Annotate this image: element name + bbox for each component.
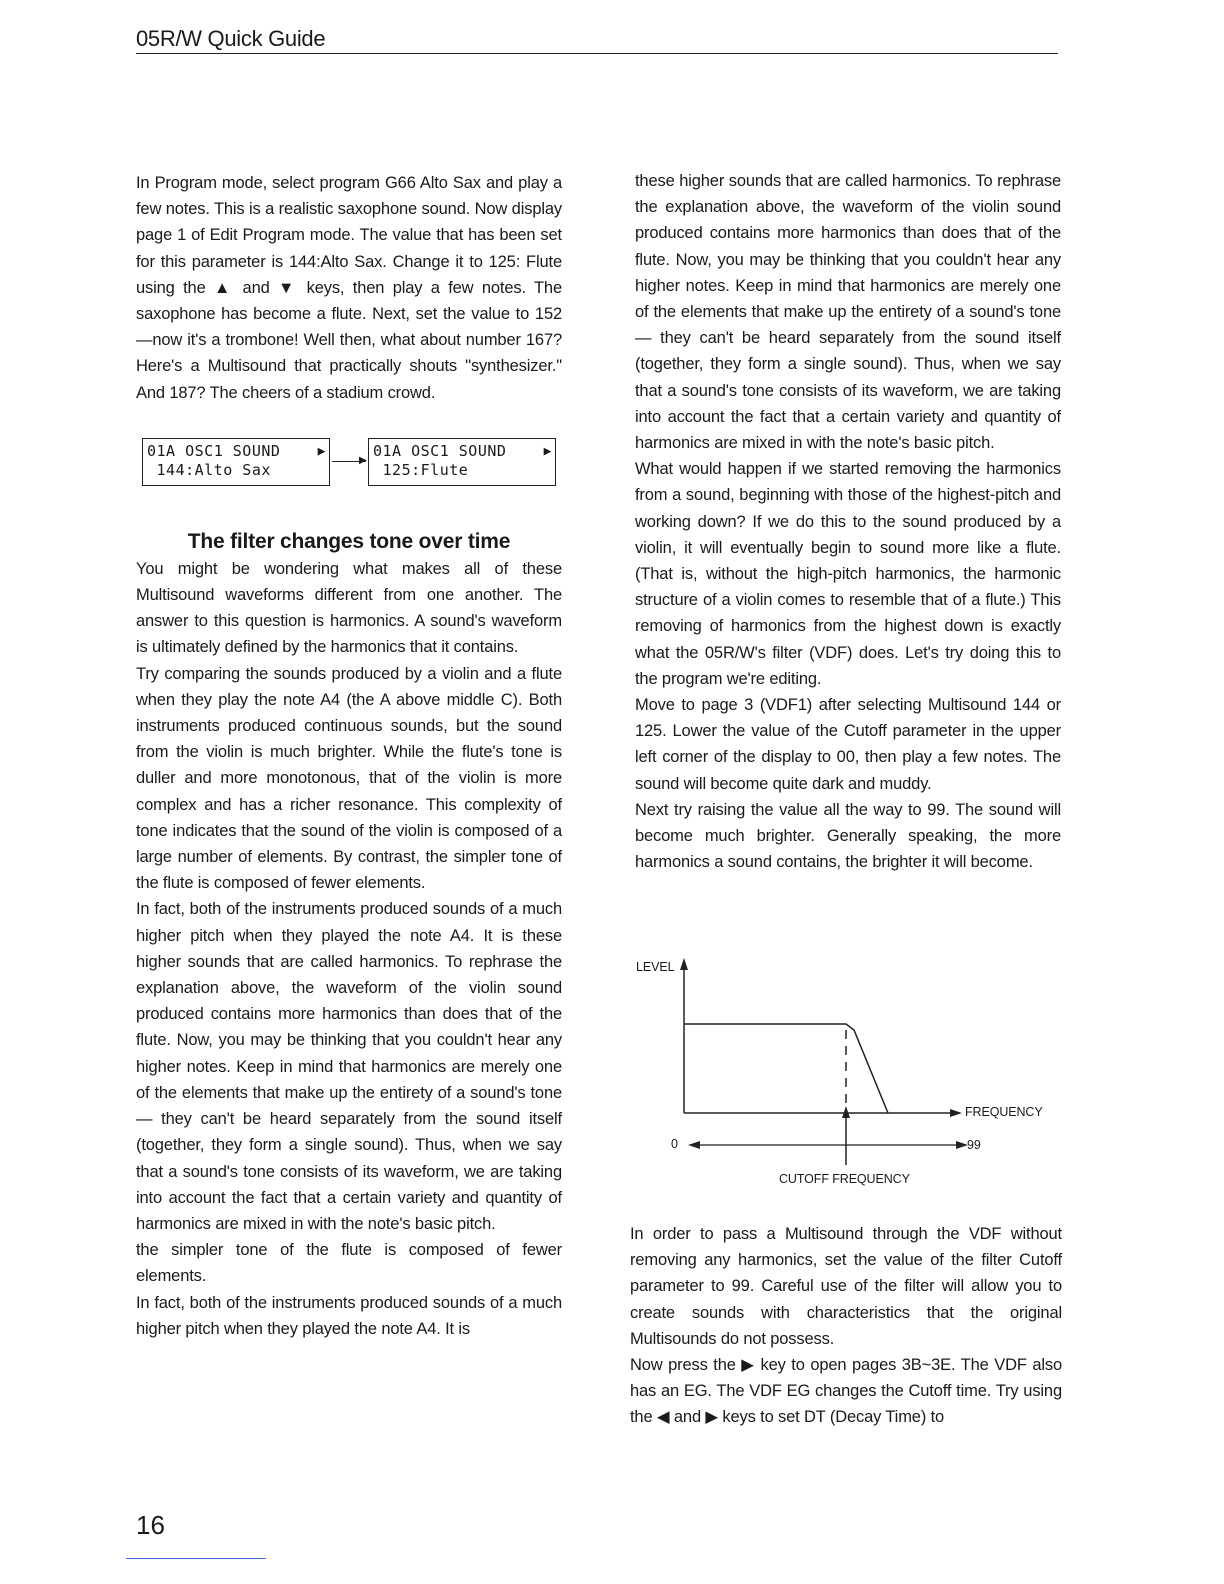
cutoff-marker-arrow-icon [842,1106,850,1118]
range-max-label: 99 [967,1138,981,1152]
body-paragraph: In fact, both of the instruments produced sounds of a much higher pitch when they played the note A4. It is these higher sounds that are called harmonics. To rephrase the explanation above, the waveform of the violin sound produced contains more harmonics than does that of the flute. Now, you may be thinking that you couldn't hear any higher notes. Keep in mind that harmonics are merely one of the elements that make up the entirety of a sound's tone — they can't be heard separately from the sound itself (together, they form a single sound). Thus, when we say that a sound's tone consists of its waveform, we are taking into account the fact that a certain variety and quantity of harmonics are mixed in with the note's basic pitch. [136,900,562,1233]
lcd-before-line1: 01A OSC1 SOUND [147,441,281,460]
page-header [136,26,1058,54]
section-heading: The filter changes tone over time [187,529,511,553]
right-column-top [635,168,1061,875]
body-paragraph: Next try raising the value all the way to 99. The sound will become much brighter. Generally speaking, the more harmonics a sound contains, the brighter it will become. [635,800,1061,872]
body-paragraph: these higher sounds that are called harmonics. To rephrase the explanation above, the waveform of the violin sound produced contains more harmonics than does that of the flute. Now, you may be thinking that you couldn't hear any higher notes. Keep in mind that harmonics are merely one of the elements that make up the entirety of a sound's tone — they can't be heard separately from the sound itself (together, they form a single sound). Thus, when we say that a sound's tone consists of its waveform, we are taking into account the fact that a certain variety and quantity of harmonics are mixed in with the note's basic pitch. [635,172,1061,453]
page-arrow-icon: ▶ [543,443,552,459]
page-arrow-icon: ▶ [317,443,326,459]
lcd-after-line1: 01A OSC1 SOUND [373,441,507,460]
frequency-label: FREQUENCY [965,1105,1043,1119]
filter-response-curve [684,1024,888,1113]
cutoff-frequency-label: CUTOFF FREQUENCY [779,1172,910,1186]
left-column [136,170,562,1342]
body-paragraph: Move to page 3 (VDF1) after selecting Multisound 144 or 125. Lower the value of the Cutoff parameter in the upper left corner of the display to 00, then play a few notes. The sound will become quite dark and muddy. [635,696,1061,793]
lcd-display-before [142,438,330,486]
body-paragraph: In fact, both of the instruments produced sounds of a much higher pitch when they played the note A4. It is [136,1293,562,1338]
footer-rule [126,1558,266,1559]
body-paragraph: You might be wondering what makes all of these Multisound waveforms different from one another. The answer to this question is harmonics. A sound's waveform is ultimately defined by the harmonics that it contains. [136,559,562,657]
body-paragraph: In order to pass a Multisound through the VDF without removing any harmonics, set the value of the filter Cutoff parameter to 99. Careful use of the filter will allow you to create sounds with characteristics that the original Multisounds do not possess. [630,1225,1062,1348]
connector-arrow-icon: ▶ [359,454,367,466]
range-min-label: 0 [671,1137,678,1151]
lcd-display-pair [142,434,562,494]
frequency-axis-arrow-icon [950,1109,962,1117]
right-column-bottom [630,1221,1062,1431]
header-title: 05R/W Quick Guide [136,26,326,51]
body-paragraph: What would happen if we started removing the harmonics from a sound, beginning with those of the highest-pitch and working down? If we do this to the sound produced by a violin, it will eventually begin to sound more like a flute. (That is, without the high-pitch harmonics, the harmonic structure of a violin comes to resemble that of a flute.) This removing of harmonics from the highest down is exactly what the 05R/W's filter (VDF) does. Let's try doing this to the program we're editing. [635,460,1061,688]
level-label: LEVEL [636,960,675,974]
range-min-arrow-icon [688,1141,700,1149]
page-number: 16 [136,1510,165,1540]
filter-curve-svg [630,950,1060,1200]
body-paragraph: the simpler tone of the flute is composed of fewer elements. [136,1241,562,1286]
lcd-before-line2: 144:Alto Sax [147,460,271,479]
body-paragraph: Try comparing the sounds produced by a violin and a flute when they play the note A4 (the A above middle C). Both instruments produced continuous sounds, but the sound from the violin is much brighter. While the flute's tone is duller and more monotonous, that of the violin is more complex and has a richer resonance. This complexity of tone indicates that the sound of the violin is composed of a large number of elements. By contrast, the simpler tone of the flute is composed of fewer elements. [136,664,562,893]
intro-paragraph: In Program mode, select program G66 Alto Sax and play a few notes. This is a realistic saxophone sound. Now display page 1 of Edit Program mode. The value that has been set for this parameter is 144:Alto Sax. Change it to 125: Flute using the ▲ and ▼ keys, then play a few notes. The saxophone has become a flute. Next, set the value to 152—now it's a trombone! Well then, what about number 167? Here's a Multisound that practically shouts "synthesizer." And 187? The cheers of a stadium crowd. [136,174,562,402]
filter-cutoff-diagram [630,950,1060,1200]
lcd-display-after [368,438,556,486]
level-axis-arrow-icon [680,958,688,970]
lcd-after-line2: 125:Flute [373,460,469,479]
body-paragraph: Now press the ▶ key to open pages 3B~3E. The VDF also has an EG. The VDF EG changes the Cutoff time. Try using the ◀ and ▶ keys to set DT (Decay Time) to [630,1356,1062,1427]
